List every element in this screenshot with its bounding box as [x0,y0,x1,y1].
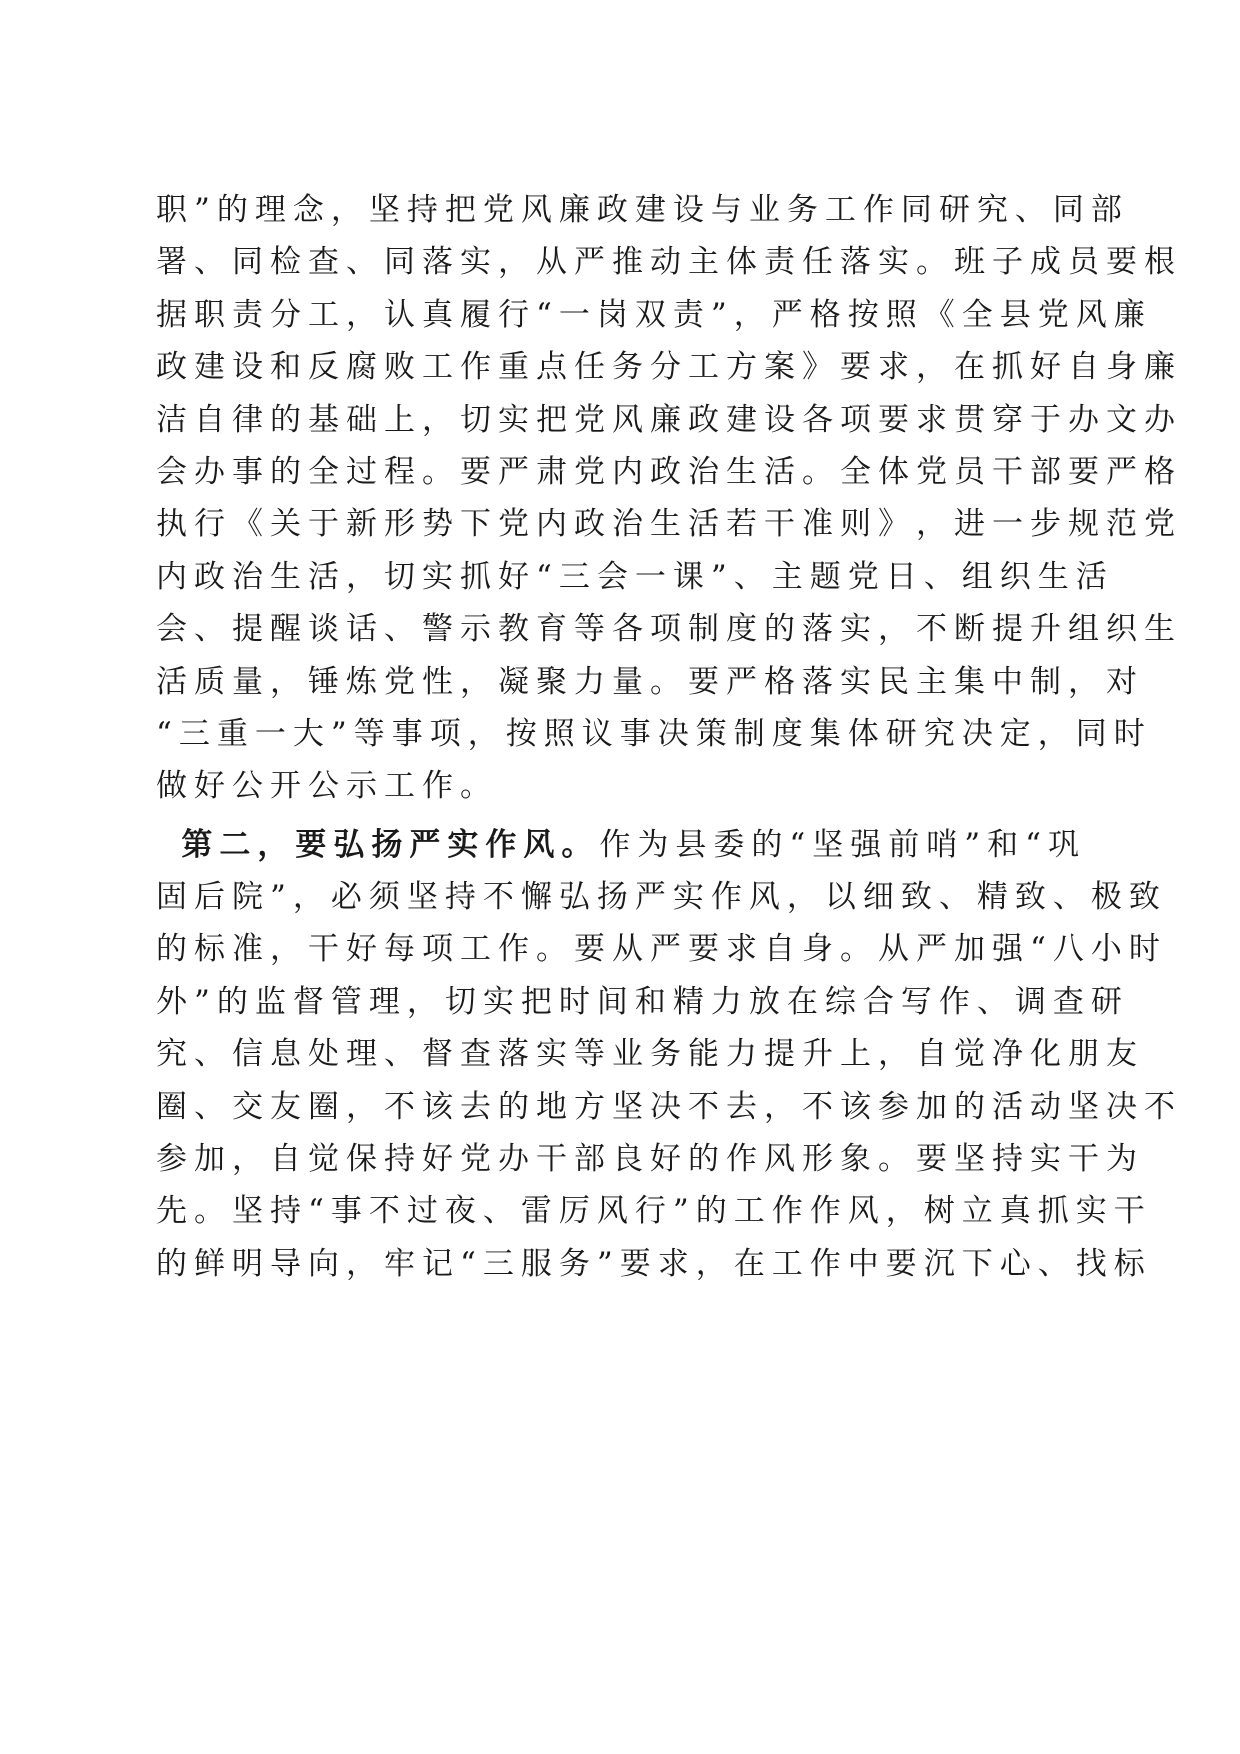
text-line: 外 ” 的 监 督 管 理 ， 切 实 把 时 间 和 精 力 放 在 综 合 写 作 、 调 查 研 [156,983,1129,1020]
text-line: 的 标 准 ， 干 好 每 项 工 作 。 要 从 严 要 求 自 身 。 从 严 加 强 “ 八 小 时 [156,931,1167,968]
paragraph-2-first-line: 第 二 ， 要 弘 扬 严 实 作 风 。 作 为 县 委 的 “ 坚 强 前 哨 ” 和 “ 巩 [181,826,1086,863]
text-line: 政 建 设 和 反 腐 败 工 作 重 点 任 务 分 工 方 案 》 要 求 ， 在 抓 好 自 身 廉 [156,349,1182,386]
text-line: 固 后 院 ” ， 必 须 坚 持 不 懈 弘 扬 严 实 作 风 ， 以 细 致 、 精 致 、 极 致 [156,879,1167,916]
text-line: 内 政 治 生 活 ， 切 实 抓 好 “ 三 会 一 课 ” 、 主 题 党 日 、 组 织 生 活 [156,558,1114,595]
text-line: 先 。 坚 持 “ 事 不 过 夜 、 雷 厉 风 行 ” 的 工 作 作 风 ， 树 立 真 抓 实 干 [156,1193,1152,1230]
text-line: 做好公开公示工作。 [156,768,498,805]
text-line: 职 ” 的 理 念 ， 坚 持 把 党 风 廉 政 建 设 与 业 务 工 作 同 研 究 、 同 部 [156,192,1129,228]
text-line: 的 鲜 明 导 向 ， 牢 记 “ 三 服 务 ” 要 求 ， 在 工 作 中 要 沉 下 心 、 找 标 [156,1245,1152,1282]
text-line: 据 职 责 分 工 ， 认 真 履 行 “ 一 岗 双 责 ” ， 严 格 按 照 《 全 县 党 风 廉 [156,296,1152,333]
text-line: 会 办 事 的 全 过 程 。 要 严 肃 党 内 政 治 生 活 。 全 体 党 员 干 部 要 严 格 [156,453,1182,490]
paragraph-2 [156,819,1182,1291]
text-line: 圈 、 交 友 圈 ， 不 该 去 的 地 方 坚 决 不 去 ， 不 该 参 加 的 活 动 坚 决 不 [156,1088,1182,1125]
text-line: 洁 自 律 的 基 础 上 ， 切 实 把 党 风 廉 政 建 设 各 项 要 求 贯 穿 于 办 文 办 [156,401,1182,438]
text-line: 会 、 提 醒 谈 话 、 警 示 教 育 等 各 项 制 度 的 落 实 ， 不 断 提 升 组 织 生 [156,611,1182,648]
document-body [156,184,1182,1290]
text-line: 执 行 《 关 于 新 形 势 下 党 内 政 治 生 活 若 干 准 则 》 ， 进 一 步 规 范 党 [156,506,1182,543]
text-line: 参 加 ， 自 觉 保 持 好 党 办 干 部 良 好 的 作 风 形 象 。 要 坚 持 实 干 为 [156,1141,1144,1178]
text-line: 究 、 信 息 处 理 、 督 查 落 实 等 业 务 能 力 提 升 上 ， 自 觉 净 化 朋 友 [156,1036,1144,1073]
text-line: “ 三 重 一 大 ” 等 事 项 ， 按 照 议 事 决 策 制 度 集 体 研 究 决 定 ， 同 时 [156,715,1152,752]
paragraph-1 [156,184,1182,813]
text-line: 活 质 量 ， 锤 炼 党 性 ， 凝 聚 力 量 。 要 严 格 落 实 民 主 集 中 制 ， 对 [156,663,1144,700]
text-line: 署 、 同 检 查 、 同 落 实 ， 从 严 推 动 主 体 责 任 落 实 。 班 子 成 员 要 根 [156,244,1182,281]
